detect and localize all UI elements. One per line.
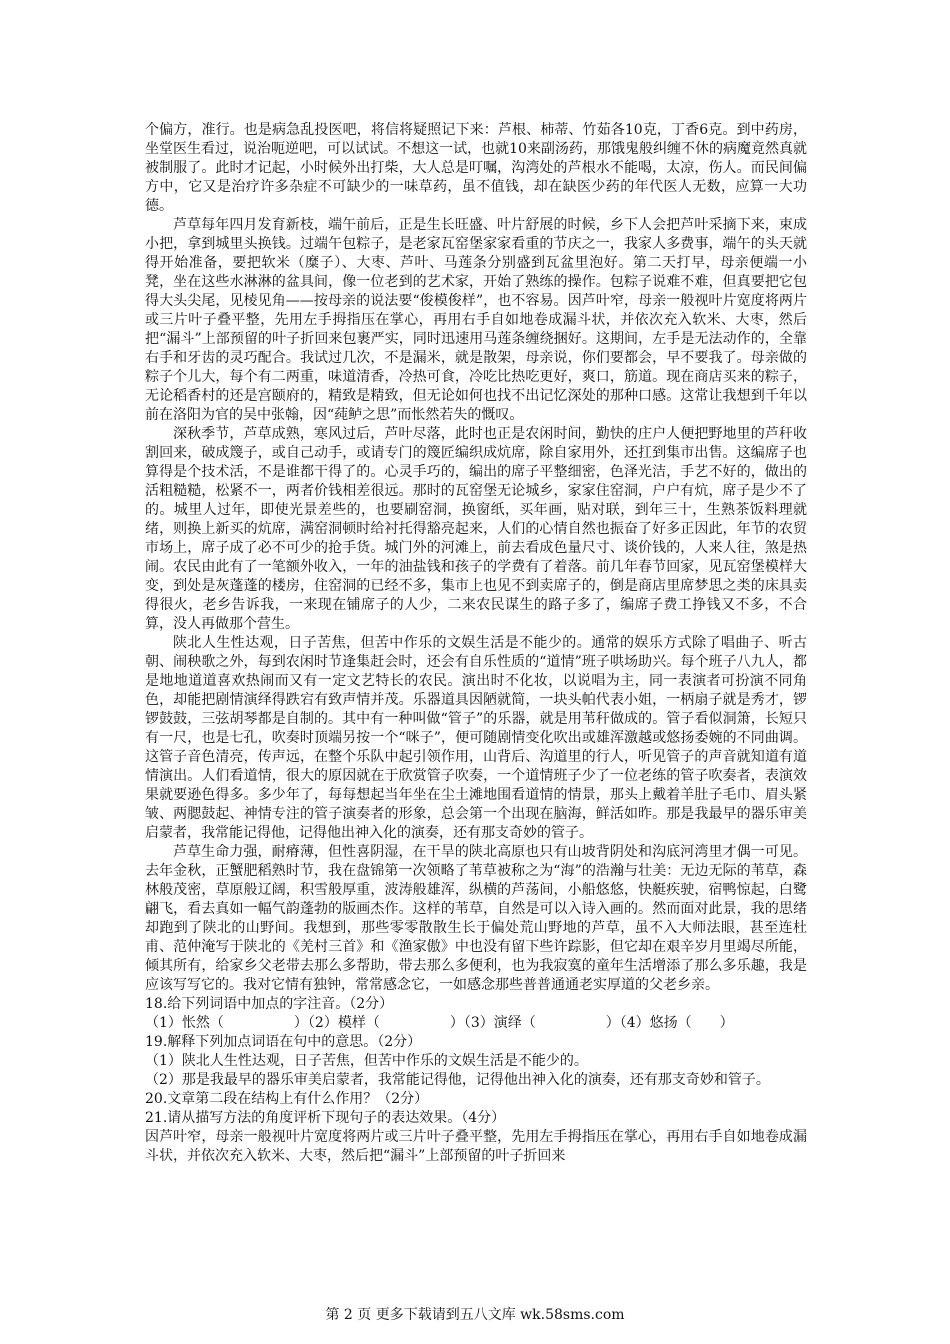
question-19-item-1: （1）陕北人生性达观，日子苦焦，但苦中作乐的文娱生活是不能少的。 [145,1053,588,1069]
question-20: 20.文章第二段在结构上有什么作用？（2分） [145,1091,429,1107]
paragraph-3: 深秋季节，芦草成熟，寒风过后，芦叶尽落，此时也正是农闲时间，勤快的庄户人便把野地里的芦秆收割回来，破成篾子，或自己动手，或请专门的篾匠编织成炕席，除自家用外，还扛到集市出售。这编席子也算得是个技术活，不是谁都干得了的。心灵手巧的，编出的席子平整细密，色泽光洁，手艺不好的，做出的活粗糙糙，松紧不一，两者价钱相差很远。那时的瓦窑堡无论城乡，家家住窑洞，户户有炕，席子是少不了的。城里人过年，即使光景差些的，也要刷窑洞，换窗纸，买年画，贴对联，到年三十，生熟茶饭料理就绪，则换上新买的炕席，满窑洞顿时给衬托得豁亮起来，人们的心情自然也振奋了好多正因此，年节的农贸市场上，席子成了必不可少的抢手货。城门外的河滩上，前去看成色量尺寸、谈价钱的，人来人往，煞是热闹。农民由此有了一笔额外收入，一年的油盐钱和孩子的学费有了着落。前几年春节回家，见瓦窑堡模样大变，到处是灰蓬蓬的楼房，住窑洞的已经不多，集市上也见不到卖席子的，倒是商店里席梦思之类的床具卖得很火，老乡告诉我，一来现在铺席子的人少，二来农民谋生的路子多了，编席子费工挣钱又不多，不合算，没人再做那个营生。 [145,426,807,632]
question-18: 18.给下列词语中加点的字注音。（2分） [145,996,394,1012]
paragraph-2: 芦草每年四月发育新枝，端午前后，正是生长旺盛、叶片舒展的时候，乡下人会把芦叶采摘下来，束成小把，拿到城里头换钱。过端午包粽子，是老家瓦窑堡家家看重的节庆之一，我家人多费事，端午的头天就得开始准备，要把软米（糜子）、大枣、芦叶、马莲条分别盛到瓦盆里泡好。第二天打早，母亲便端一小凳，坐在这些水淋淋的盆具间，像一位老到的艺术家，开始了熟练的操作。包粽子说难不难，但真要把它包得大头尖尾，见棱见角——按母亲的说法要“俊模俊样”，也不容易。因芦叶窄，母亲一般视叶片宽度将两片或三片叶子叠平整，先用左手拇指压在掌心，再用右手自如地卷成漏斗状，并依次充入软米、大枣，然后把“漏斗”上部预留的叶子折回来包裹严实，同时迅速用马莲条缠绕捆好。这期间，左手是无法动作的，全靠右手和牙齿的灵巧配合。我试过几次，不是漏米，就是散架，母亲说，你们要都会，早不要我了。母亲做的粽子个儿大，每个有二两重，味道清香，冷热可食，冷吃比热吃更好，爽口，筋道。现在商店买来的粽子，无论稻香村的还是宫颐府的，精致是精致，但无论如何也找不出记忆深处的那种口感。这常让我想到千年以前在洛阳为官的吴中张翰，因“莼鲈之思”而怅然若失的慨叹。 [145,217,807,423]
question-21-quote: 因芦叶窄，母亲一般视叶片宽度将两片或三片叶子叠平整，先用左手拇指压在掌心，再用右手自如地卷成漏斗状，并依次充入软米、大枣，然后把“漏斗”上部预留的叶子折回来 [145,1129,807,1164]
paragraph-5: 芦草生命力强，耐瘠薄，但性喜阴湿，在干旱的陕北高原也只有山坡背阴处和沟底河湾里才偶一可见。去年金秋，正蟹肥稻熟时节，我在盘锦第一次领略了苇草被称之为“海”的浩瀚与壮美：无边无际的苇草，森林般茂密，草原般辽阔，积雪般厚重，波涛般雄浑，纵横的芦荡间，小船悠悠，快艇疾驶，宿鸭惊起，白鹭翩飞，看去真如一幅气韵蓬勃的版画杰作。这样的苇草，自然是可以入诗入画的。然而面对此景，我的思绪却跑到了陕北的山野间。我想到，那些零零散散生长于偏处荒山野地的芦草，虽不入大师法眼，甚至连杜甫、范仲淹写于陕北的《羌村三首》和《渔家傲》中也没有留下些许踪影，但它却在艰辛岁月里竭尽所能，倾其所有，给家乡父老带去那么多帮助，带去那么多便利，也为我寂寞的童年生活增添了那么多乐趣，我是应该写写它的。我对它情有独钟，常常感念它，一如感念那些普普通通老实厚道的父老乡亲。 [145,844,807,993]
question-18-items: （1）怅然（ ）（2）模样（ ）（3）演绎（ ）（4）悠扬（ ） [145,1015,734,1031]
page-footer: 第 2 页 更多下载请到五八文库 wk.58sms.com [325,1307,625,1323]
question-19: 19.解释下列加点词语在句中的意思。（2分） [145,1034,422,1050]
paragraph-1: 个偏方，准行。也是病急乱投医吧，将信将疑照记下来：芦根、柿蒂、竹茹各10克，丁香6克。到中药房，坐堂医生看过，说治呃逆吧，可以试试。不想这一试，也就10来副汤药，那饿鬼般纠缠不休的病魔竟然真就被制服了。此时才记起，小时候外出打柴，大人总是叮嘱，沟湾处的芦根水不能喝，太凉，伤人。而民间偏方中，它又是治疗许多杂症不可缺少的一味草药，虽不值钱，却在缺医少药的年代医人无数，应算一大功德。 [145,122,807,214]
question-19-item-2: （2）那是我最早的器乐审美启蒙者，我常能记得他，记得他出神入化的演奏，还有那支奇妙和管子。 [145,1072,770,1088]
question-21: 21.请从描写方法的角度评析下现句子的表达效果。（4分） [145,1110,506,1126]
document-body [145,121,807,1166]
paragraph-4: 陕北人生性达观，日子苦焦，但苦中作乐的文娱生活是不能少的。通常的娱乐方式除了唱曲子、听古朝、闹秧歌之外，每到农闲时节逢集赶会时，还会有自乐性质的“道情”班子哄场助兴。每个班子八九人，都是地地道道喜欢热闹而又有一定文艺特长的农民。演出时不化妆，以说唱为主，同一表演者可扮演不同角色，却能把剧情演绎得跌宕有致声情并茂。乐器道具因陋就简，一块头帕代表小姐，一柄扇子就是秀才，锣锣鼓鼓，三弦胡琴都是自制的。其中有一种叫做“管子”的乐器，就是用苇秆做成的。管子看似洞箫，长短只有一尺，也是七孔，吹奏时顶端另按一个“咪子”，便可随剧情变化吹出或雄浑激越或悠扬委婉的不同曲调。这管子音色清亮，传声远，在整个乐队中起引领作用，山背后、沟道里的行人，听见管子的声音就知道有道情演出。人们看道情，很大的原因就在于欣赏管子吹奏，一个道情班子少了一位老练的管子吹奏者，表演效果就要逊色得多。多少年了，每每想起当年坐在尘土滩地围看道情的情景，那头上戴着羊肚子毛巾、眉头紧皱、两腮鼓起、神情专注的管子演奏者的形象，总会第一个出现在脑海，鲜活如昨。那是我最早的器乐审美启蒙者，我常能记得他，记得他出神入化的演奏，还有那支奇妙的管子。 [145,635,807,841]
